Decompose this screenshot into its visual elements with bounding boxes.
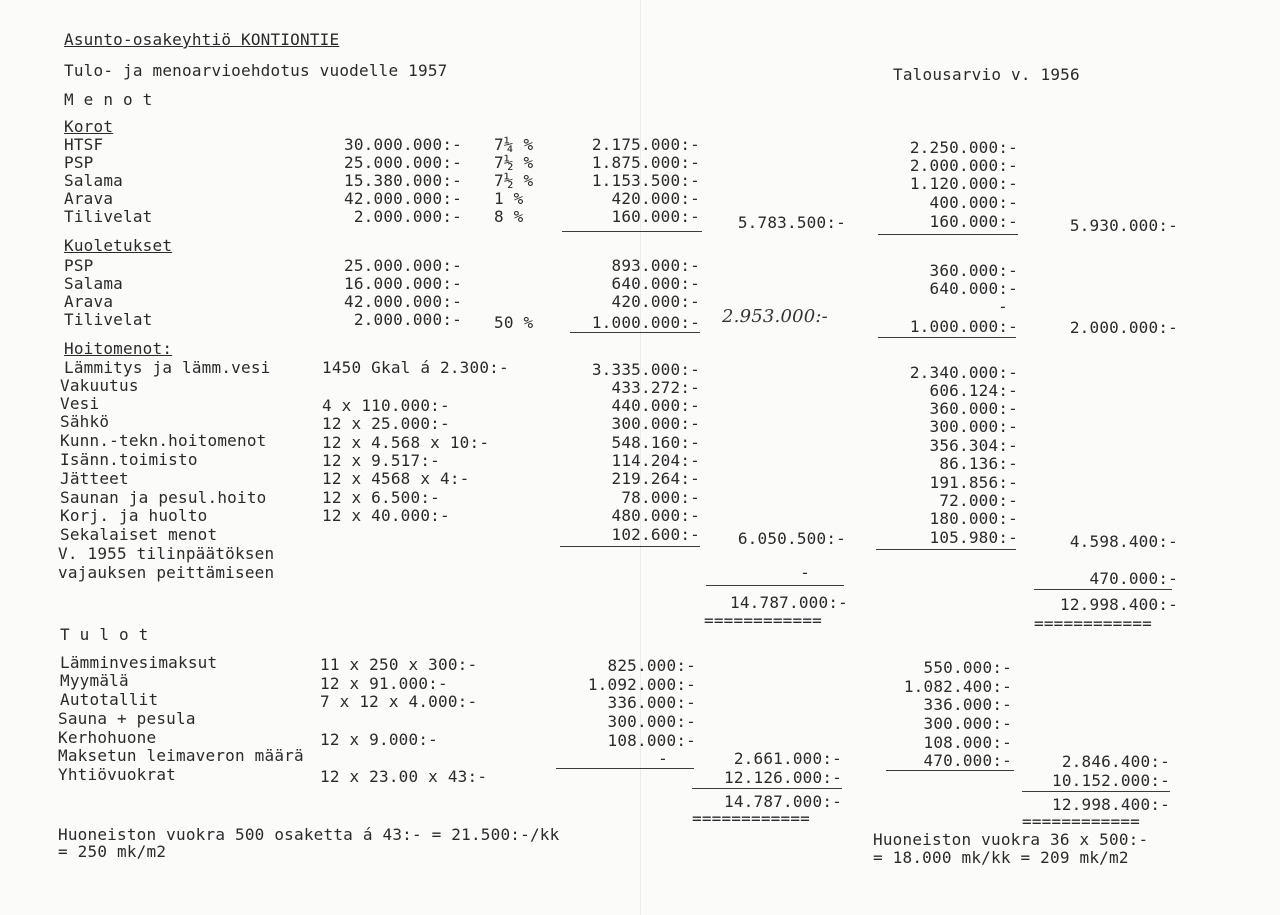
tulot-name: Yhtiövuokrat bbox=[58, 765, 176, 784]
menot-total-rule: ============ bbox=[704, 611, 822, 630]
hoito-calc: 12 x 9.517:- bbox=[322, 451, 440, 470]
kuoletus-prev-total: 2.000.000:- bbox=[1069, 318, 1178, 337]
hoito-value: 300.000:- bbox=[611, 414, 700, 433]
korot-name: Tilivelat bbox=[64, 207, 153, 226]
kuoletus-value: 893.000:- bbox=[611, 256, 700, 275]
hoito-name: Sekalaiset menot bbox=[60, 525, 218, 544]
korot-rate: 7½ % bbox=[494, 171, 534, 190]
hoito-value: 480.000:- bbox=[611, 506, 700, 525]
korot-prev: 160.000:- bbox=[929, 212, 1018, 231]
document-title: Tulo- ja menoarvioehdotus vuodelle 1957 bbox=[64, 61, 448, 80]
tulot-grand-total: 14.787.000:- bbox=[724, 792, 842, 811]
korot-value: 2.175.000:- bbox=[591, 135, 700, 154]
tulot-value: - bbox=[658, 749, 668, 768]
footer-right-line1: Huoneiston vuokra 36 x 500:- bbox=[873, 830, 1149, 849]
kuoletus-prev-sum-line bbox=[878, 337, 1016, 338]
hoito-name: Kunn.-tekn.hoitomenot bbox=[60, 431, 267, 450]
vajaus-line2: vajauksen peittämiseen bbox=[58, 563, 275, 582]
hoito-prev: 356.304:- bbox=[929, 436, 1018, 455]
tulot-prev: 336.000:- bbox=[923, 695, 1012, 714]
tulot-name: Myymälä bbox=[60, 671, 129, 690]
tulot-calc: 7 x 12 x 4.000:- bbox=[320, 692, 478, 711]
tulot-value: 825.000:- bbox=[607, 656, 696, 675]
tulot-sum-line bbox=[556, 768, 694, 769]
tulot-value: 336.000:- bbox=[607, 693, 696, 712]
korot-heading: Korot bbox=[64, 117, 114, 136]
hoito-value: 78.000:- bbox=[621, 488, 700, 507]
kuoletus-prev: 1.000.000:- bbox=[909, 317, 1018, 336]
hoito-calc: 12 x 25.000:- bbox=[322, 414, 450, 433]
tulot-calc: 12 x 23.00 x 43:- bbox=[320, 767, 488, 786]
hoito-value: 219.264:- bbox=[611, 469, 700, 488]
korot-name: Salama bbox=[64, 171, 123, 190]
hoito-value: 3.335.000:- bbox=[591, 360, 700, 379]
hoito-calc: 4 x 110.000:- bbox=[322, 396, 450, 415]
hoito-prev: 2.340.000:- bbox=[909, 363, 1018, 382]
vajaus-prev: 470.000:- bbox=[1089, 569, 1178, 588]
tulot-grand-total-rule: ============ bbox=[692, 809, 810, 828]
hoito-prev: 606.124:- bbox=[929, 381, 1018, 400]
tulot-prev-grand-total: 12.998.400:- bbox=[1052, 795, 1170, 814]
tulot-name: Autotallit bbox=[60, 690, 159, 709]
tulot-calc: 11 x 250 x 300:- bbox=[320, 655, 478, 674]
kuoletukset-heading: Kuoletukset bbox=[64, 236, 173, 255]
hoito-name: Vakuutus bbox=[60, 376, 139, 395]
korot-rate: 8 % bbox=[494, 207, 524, 226]
korot-prev: 2.000.000:- bbox=[909, 156, 1018, 175]
rent-total: 12.126.000:- bbox=[724, 768, 842, 787]
footer-left-line2: = 250 mk/m2 bbox=[58, 842, 167, 861]
korot-prev-total: 5.930.000:- bbox=[1069, 216, 1178, 235]
kuoletus-name: Arava bbox=[64, 292, 114, 311]
footer-left-line1: Huoneiston vuokra 500 osaketta á 43:- = 21.500:-/kk bbox=[58, 825, 560, 844]
korot-rate: 7½ % bbox=[494, 153, 534, 172]
hoito-prev: 180.000:- bbox=[929, 509, 1018, 528]
hoito-prev: 72.000:- bbox=[939, 491, 1018, 510]
tulot-name: Sauna + pesula bbox=[58, 709, 196, 728]
tulot-prev-subtotal: 2.846.400:- bbox=[1061, 752, 1170, 771]
tulot-name: Kerhohuone bbox=[58, 728, 157, 747]
kuoletus-value: 1.000.000:- bbox=[591, 313, 700, 332]
tulot-calc: 12 x 9.000:- bbox=[320, 730, 438, 749]
tulot-prev: 300.000:- bbox=[923, 714, 1012, 733]
tulot-prev-grand-total-rule: ============ bbox=[1022, 812, 1140, 831]
hoito-prev: 105.980:- bbox=[929, 528, 1018, 547]
kuoletus-prev: 360.000:- bbox=[929, 261, 1018, 280]
hoito-name: Saunan ja pesul.hoito bbox=[60, 488, 267, 507]
kuoletus-sum-line bbox=[570, 332, 700, 333]
hoito-prev-sum-line bbox=[876, 549, 1016, 550]
kuoletus-amount: 2.000.000:- bbox=[353, 310, 462, 329]
hoito-prev: 300.000:- bbox=[929, 417, 1018, 436]
rent-prev-total: 10.152.000:- bbox=[1052, 771, 1170, 790]
korot-name: PSP bbox=[64, 153, 94, 172]
hoito-calc: 12 x 6.500:- bbox=[322, 488, 440, 507]
hoito-prev: 191.856:- bbox=[929, 473, 1018, 492]
hoito-prev: 360.000:- bbox=[929, 399, 1018, 418]
korot-value: 420.000:- bbox=[611, 189, 700, 208]
tulot-prev-sum-line bbox=[886, 770, 1014, 771]
menot-prev-sum-line bbox=[1034, 589, 1172, 590]
tulot-value: 300.000:- bbox=[607, 712, 696, 731]
korot-rate: 1 % bbox=[494, 189, 524, 208]
hoito-sum-line bbox=[560, 546, 700, 547]
menot-prev-total-rule: ============ bbox=[1034, 614, 1152, 633]
kuoletus-prev: 640.000:- bbox=[929, 279, 1018, 298]
korot-amount: 30.000.000:- bbox=[344, 135, 462, 154]
tulot-subtotal: 2.661.000:- bbox=[733, 749, 842, 768]
korot-amount: 25.000.000:- bbox=[344, 153, 462, 172]
hoito-calc: 12 x 4.568 x 10:- bbox=[322, 433, 490, 452]
menot-prev-total: 12.998.400:- bbox=[1060, 595, 1178, 614]
footer-right-line2: = 18.000 mk/kk = 209 mk/m2 bbox=[873, 848, 1129, 867]
menot-sum-line bbox=[706, 585, 844, 586]
korot-prev: 2.250.000:- bbox=[909, 138, 1018, 157]
menot-heading: M e n o t bbox=[64, 90, 153, 109]
hoito-value: 440.000:- bbox=[611, 396, 700, 415]
kuoletus-rate: 50 % bbox=[494, 313, 534, 332]
hoito-calc: 1450 Gkal á 2.300:- bbox=[322, 358, 509, 377]
korot-value: 1.153.500:- bbox=[591, 171, 700, 190]
hoito-name: Isänn.toimisto bbox=[60, 450, 198, 469]
tulot-name: Lämminvesimaksut bbox=[60, 653, 218, 672]
kuoletus-name: Tilivelat bbox=[64, 310, 153, 329]
hoito-name: Korj. ja huolto bbox=[60, 506, 208, 525]
kuoletus-amount: 16.000.000:- bbox=[344, 274, 462, 293]
kuoletus-value: 640.000:- bbox=[611, 274, 700, 293]
korot-rate: 7¼ % bbox=[494, 135, 534, 154]
tulot-calc: 12 x 91.000:- bbox=[320, 674, 448, 693]
tulot-value: 1.092.000:- bbox=[587, 675, 696, 694]
korot-value: 160.000:- bbox=[611, 207, 700, 226]
tulot-prev: 1.082.400:- bbox=[903, 677, 1012, 696]
tulot-prev-total-line bbox=[1022, 791, 1170, 792]
hoito-name: Sähkö bbox=[60, 412, 110, 431]
tulot-value: 108.000:- bbox=[607, 731, 696, 750]
menot-total: 14.787.000:- bbox=[730, 593, 848, 612]
company-name: Asunto-osakeyhtiö KONTIONTIE bbox=[64, 30, 340, 49]
kuoletus-handwritten-total: 2.953.000:- bbox=[722, 306, 828, 327]
hoito-value: 114.204:- bbox=[611, 451, 700, 470]
hoito-prev: 86.136:- bbox=[939, 454, 1018, 473]
korot-prev: 400.000:- bbox=[929, 193, 1018, 212]
kuoletus-amount: 42.000.000:- bbox=[344, 292, 462, 311]
tulot-heading: T u l o t bbox=[60, 625, 149, 644]
kuoletus-name: Salama bbox=[64, 274, 123, 293]
korot-name: Arava bbox=[64, 189, 114, 208]
korot-total: 5.783.500:- bbox=[737, 213, 846, 232]
korot-prev: 1.120.000:- bbox=[909, 174, 1018, 193]
hoito-calc: 12 x 40.000:- bbox=[322, 506, 450, 525]
kuoletus-prev: - bbox=[998, 297, 1008, 316]
korot-name: HTSF bbox=[64, 135, 104, 154]
hoito-total: 6.050.500:- bbox=[737, 529, 846, 548]
hoito-name: Jätteet bbox=[60, 469, 129, 488]
korot-sum-line bbox=[562, 231, 702, 232]
hoito-calc: 12 x 4568 x 4:- bbox=[322, 469, 470, 488]
hoito-prev-total: 4.598.400:- bbox=[1069, 532, 1178, 551]
hoito-name: Lämmitys ja lämm.vesi bbox=[64, 358, 271, 377]
kuoletus-name: PSP bbox=[64, 256, 94, 275]
kuoletus-amount: 25.000.000:- bbox=[344, 256, 462, 275]
hoitomenot-heading: Hoitomenot: bbox=[64, 339, 173, 358]
tulot-name: Maksetun leimaveron määrä bbox=[58, 746, 304, 765]
hoito-value: 433.272:- bbox=[611, 378, 700, 397]
vajaus-line1: V. 1955 tilinpäätöksen bbox=[58, 544, 275, 563]
hoito-value: 548.160:- bbox=[611, 433, 700, 452]
tulot-total-line bbox=[692, 788, 842, 789]
kuoletus-value: 420.000:- bbox=[611, 292, 700, 311]
korot-amount: 42.000.000:- bbox=[344, 189, 462, 208]
vajaus-value: - bbox=[800, 563, 810, 582]
budget-1956-heading: Talousarvio v. 1956 bbox=[893, 65, 1080, 84]
korot-value: 1.875.000:- bbox=[591, 153, 700, 172]
tulot-prev: 470.000:- bbox=[923, 751, 1012, 770]
korot-prev-sum-line bbox=[878, 234, 1018, 235]
korot-amount: 2.000.000:- bbox=[353, 207, 462, 226]
tulot-prev: 108.000:- bbox=[923, 733, 1012, 752]
hoito-value: 102.600:- bbox=[611, 525, 700, 544]
korot-amount: 15.380.000:- bbox=[344, 171, 462, 190]
tulot-prev: 550.000:- bbox=[923, 658, 1012, 677]
hoito-name: Vesi bbox=[60, 394, 100, 413]
